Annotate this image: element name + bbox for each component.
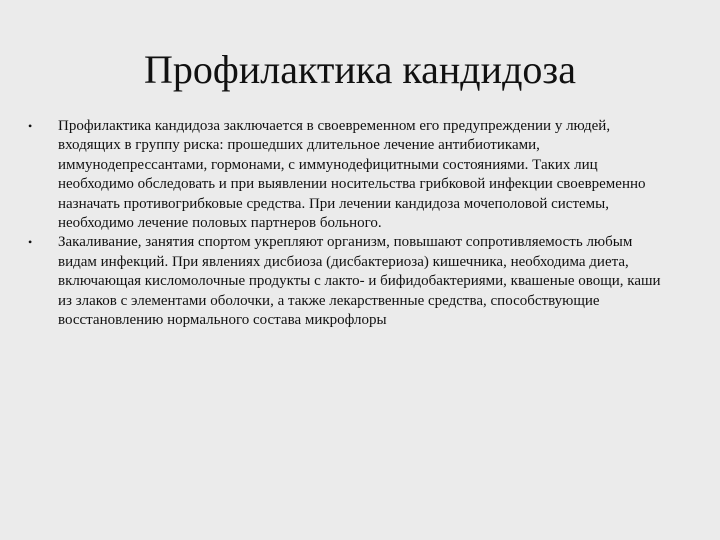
bullet-item-1 bbox=[24, 117, 664, 233]
bullet-text-1: Профилактика кандидоза заключается в своевременном его предупреждении у людей, входящих в группу риска: прошедших длительное лечение антибиотиками, иммунодепрессантами, гормонами, с иммунодефицитными состояниями. Таких лиц необходимо обследовать и при выявлении носительства грибковой инфекции своевременно назначать противогрибковые средства. При лечении кандидоза мочеполовой системы, необходимо лечение половых партнеров больного. bbox=[58, 118, 646, 232]
bullet-icon: • bbox=[28, 119, 33, 133]
bullet-list bbox=[24, 117, 664, 330]
bullet-icon: • bbox=[28, 235, 33, 250]
bullet-item-2 bbox=[24, 233, 664, 330]
bullet-text-2: Закаливание, занятия спортом укрепляют организм, повышают сопротивляемость любым видам инфекций. При явлениях дисбиоза (дисбактериоза) кишечника, необходима диета, включающая кисломолочные продукты с лакто- и бифидобактериями, квашеные овощи, каши из злаков с элементами оболочки, а также лекарственные средства, способствующие восстановлению нормального состава микрофлоры bbox=[58, 234, 661, 329]
slide-title: Профилактика кандидоза bbox=[144, 47, 576, 92]
